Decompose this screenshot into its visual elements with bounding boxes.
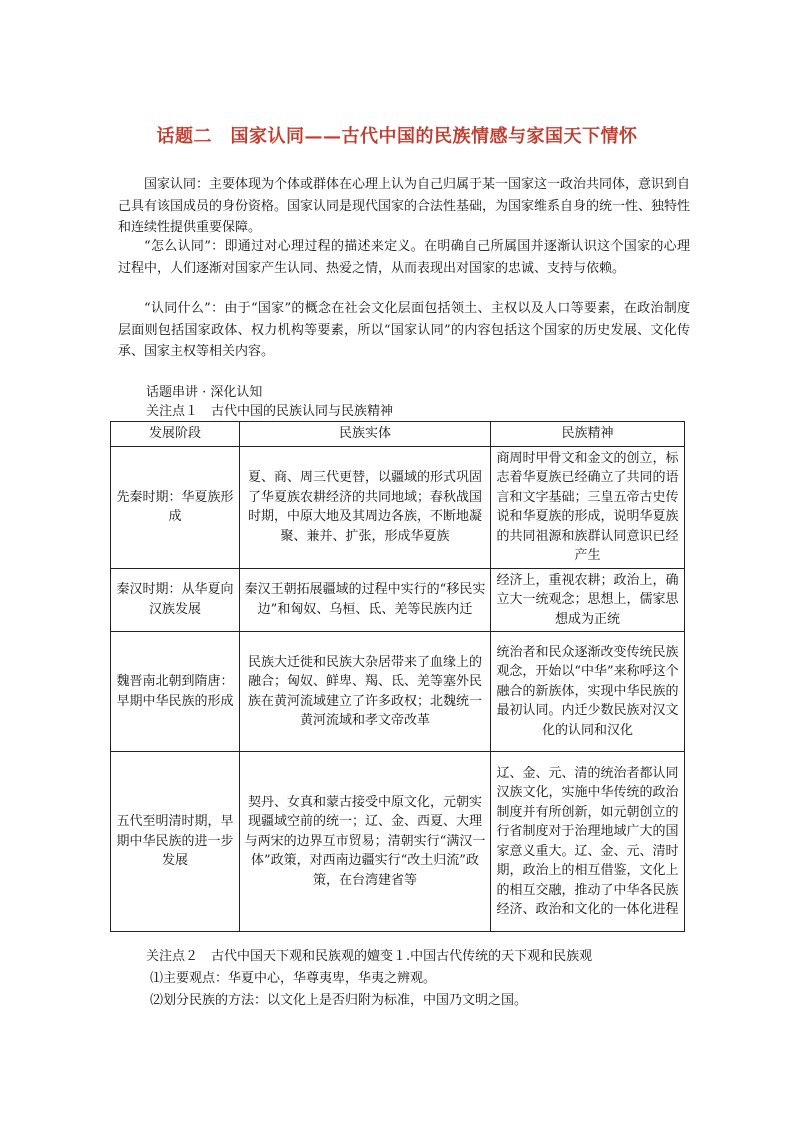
ethnic-identity-table bbox=[110, 421, 685, 932]
paragraph-what-to-identify: “认同什么”：由于“国家”的概念在社会文化层面包括领土、主权以及人口等要素，在政治制度层面则包括国家政体、权力机构等要素，所以“国家认同”的内容包括这个国家的历史发展、文化传承、国家主权等相关内容。 bbox=[118, 301, 690, 359]
page-title: 话题二 国家认同——古代中国的民族情感与家国天下情怀 bbox=[156, 126, 638, 147]
paragraph-how-to-identify: “怎么认同”：即通过对心理过程的描述来定义。在明确自己所属国并逐渐认识这个国家的心理过程中，人们逐渐对国家产生认同、热爱之情，从而表现出对国家的忠诚、支持与依赖。 bbox=[118, 239, 690, 276]
table-row bbox=[111, 632, 685, 752]
cell-entity: 秦汉王朝拓展疆域的过程中实行的“移民实边”和匈奴、乌桓、氐、羌等民族内迁 bbox=[240, 568, 491, 632]
cell-stage: 先秦时期：华夏族形成 bbox=[111, 446, 240, 568]
cell-spirit: 统治者和民众逐渐改变传统民族观念，开始以“中华”来称呼这个融合的新族体，实现中华民族的最初认同。内迁少数民族对汉文化的认同和汉化 bbox=[491, 632, 685, 752]
table-header-row bbox=[111, 422, 685, 447]
cell-spirit: 辽、金、元、清的统治者都认同汉族文化，实施中华传统的政治制度并有所创新，如元朝创立的行省制度对于治理地域广大的国家意义重大。辽、金、元、清时期，政治上的相互借鉴，文化上的相互交融，推动了中华各民族经济、政治和文化的一体化进程 bbox=[491, 752, 685, 932]
point-main-view: ⑴主要观点：华夏中心，华尊夷卑，华夷之辨观。 bbox=[150, 971, 437, 986]
cell-stage: 秦汉时期：从华夏向汉族发展 bbox=[111, 568, 240, 632]
cell-stage: 五代至明清时期，早期中华民族的进一步发展 bbox=[111, 752, 240, 932]
cell-spirit: 商周时甲骨文和金文的创立，标志着华夏族已经确立了共同的语言和文字基础；三皇五帝古史传说和华夏族的形成，说明华夏族的共同祖源和族群认同意识已经产生 bbox=[491, 446, 685, 568]
header-stage: 发展阶段 bbox=[111, 422, 240, 447]
cell-stage: 魏晋南北朝到隋唐：早期中华民族的形成 bbox=[111, 632, 240, 752]
table-row bbox=[111, 568, 685, 632]
table-row bbox=[111, 752, 685, 932]
table-row bbox=[111, 446, 685, 568]
focus-point-2-heading: 关注点２ 古代中国天下观和民族观的嬗变１.中国古代传统的天下观和民族观 bbox=[146, 949, 593, 964]
paragraph-national-identity: 国家认同：主要体现为个体或群体在心理上认为自己归属于某一国家这一政治共同体，意识到自己具有该国成员的身份资格。国家认同是现代国家的合法性基础，为国家维系自身的统一性、独特性和连续性提供重要保障。 bbox=[118, 177, 691, 235]
focus-point-1-heading: 关注点１ 古代中国的民族认同与民族精神 bbox=[146, 404, 394, 419]
header-entity: 民族实体 bbox=[240, 422, 491, 447]
cell-entity: 夏、商、周三代更替，以疆域的形式巩固了华夏族农耕经济的共同地域；春秋战国时期，中原大地及其周边各族，不断地凝聚、兼并、扩张，形成华夏族 bbox=[240, 446, 491, 568]
cell-entity: 民族大迁徙和民族大杂居带来了血缘上的融合；匈奴、鲜卑、羯、氐、羌等塞外民族在黄河流域建立了许多政权；北魏统一黄河流域和孝文帝改革 bbox=[240, 632, 491, 752]
header-spirit: 民族精神 bbox=[491, 422, 685, 447]
point-classification-method: ⑵划分民族的方法：以文化上是否归附为标准，中国乃文明之国。 bbox=[150, 993, 528, 1008]
section-label: 话题串讲 · 深化认知 bbox=[146, 385, 263, 400]
cell-entity: 契丹、女真和蒙古接受中原文化，元朝实现疆域空前的统一；辽、金、西夏、大理与两宋的边界互市贸易；清朝实行“满汉一体”政策，对西南边疆实行“改土归流”政策，在台湾建省等 bbox=[240, 752, 491, 932]
cell-spirit: 经济上，重视农耕；政治上，确立大一统观念；思想上，儒家思想成为正统 bbox=[491, 568, 685, 632]
